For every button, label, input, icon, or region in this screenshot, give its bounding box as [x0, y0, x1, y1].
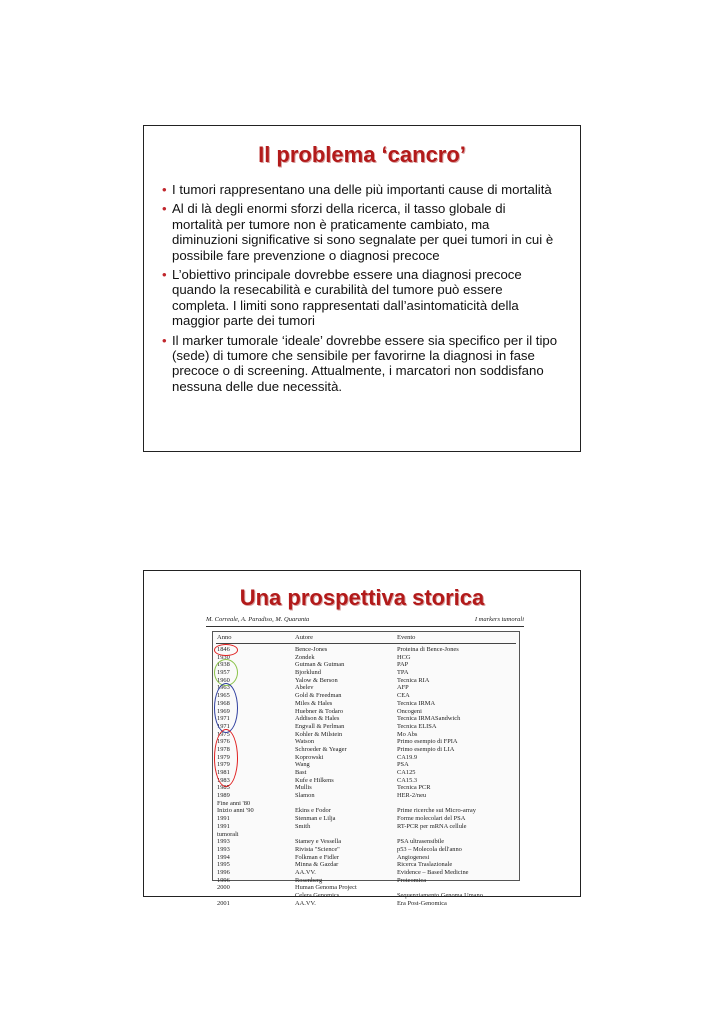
cell-anno: 1996 [217, 876, 230, 884]
table-row [213, 838, 519, 846]
bullet-item: • Il marker tumorale ‘ideale’ dovrebbe essere sia specifico per il tipo (sede) di tumore che sensibile per favorirne la diagnosi in fase precoce o di screening. Attualmente, i marcatori non soddisfano nessuna delle due necessità. [162, 332, 558, 394]
cell-evento: AFP [397, 684, 409, 692]
table-row [213, 669, 519, 677]
table-row [213, 823, 519, 831]
column-header-evento: Evento [397, 634, 416, 641]
table-row [213, 692, 519, 700]
cell-evento: CA15.3 [397, 776, 418, 784]
cell-anno: 1971 [217, 722, 230, 730]
cell-anno: 1985 [217, 784, 230, 792]
table-row [213, 869, 519, 877]
table-row [213, 746, 519, 754]
cell-autore: Watson [295, 738, 315, 746]
cell-autore: Rosenberg [295, 876, 323, 884]
table-row [213, 792, 519, 800]
cell-anno: 1993 [217, 838, 230, 846]
table-row [213, 892, 519, 900]
cell-anno: 1975 [217, 730, 230, 738]
table-row [213, 777, 519, 785]
cell-evento: Sequenziamento Genoma Umano [397, 892, 483, 899]
cell-anno: 1983 [217, 776, 230, 784]
cell-anno: 1930 [217, 653, 230, 661]
cell-anno: 1969 [217, 707, 230, 715]
cell-evento: HER-2/neu [397, 792, 427, 800]
cell-autore: Folkman e Fidler [295, 853, 340, 861]
cell-evento: Tecnica ELISA [397, 722, 437, 730]
cell-anno: 1991 [217, 815, 230, 823]
cell-evento: TPA [397, 669, 409, 677]
cell-evento: Ricerca Traslazionale [397, 861, 453, 869]
table-row [213, 815, 519, 823]
cell-autore: Kufe e Hilkens [295, 776, 334, 784]
header-rule [206, 626, 524, 627]
bullet-item: • L’obiettivo principale dovrebbe essere una diagnosi precoce quando la resecabilità e curabilità del tumore può essere completa. I limiti sono rappresentati dall’asintomaticità della maggior parte dei tumori [162, 267, 522, 329]
cell-evento: Tecnica PCR [397, 784, 431, 792]
cell-anno: 1991 [217, 822, 230, 830]
history-table [212, 631, 520, 907]
cell-evento: Forme molecolari del PSA [397, 815, 466, 823]
cell-evento: Primo esempio di LIA [397, 745, 455, 753]
bullet-dot-icon: • [162, 332, 167, 348]
cell-evento: CEA [397, 692, 410, 700]
table-row [213, 884, 519, 892]
cell-autore: Bjorklund [295, 669, 321, 677]
highlight-ring-red [214, 644, 238, 656]
table-row [213, 754, 519, 762]
cell-evento: Evidence – Based Medicine [397, 868, 469, 876]
column-header-anno: Anno [217, 634, 232, 641]
cell-evento: Oncogeni [397, 707, 422, 715]
cell-anno: tumorali [217, 830, 239, 838]
cell-autore: Abelev [295, 684, 314, 692]
table-row [213, 769, 519, 777]
column-rule [216, 643, 516, 644]
table-row [213, 800, 519, 808]
cell-anno: 1979 [217, 761, 230, 769]
cell-autore: Gold & Freedman [295, 692, 342, 700]
cell-evento: HCG [397, 653, 411, 661]
table-rows [213, 646, 519, 907]
table-row [213, 761, 519, 769]
cell-autore: Kohler & Milstein [295, 730, 343, 738]
table-row [213, 661, 519, 669]
cell-anno: 1846 [217, 646, 230, 653]
highlight-ring-blue [214, 683, 238, 733]
cell-autore: Engvall & Perlman [295, 722, 345, 730]
cell-autore: Minna & Gazdar [295, 861, 339, 869]
bullet-dot-icon: • [162, 267, 167, 283]
cell-autore: Wang [295, 761, 310, 769]
cell-anno: 1978 [217, 745, 230, 753]
cell-anno: 1963 [217, 684, 230, 692]
cell-autore: Human Genoma Project [295, 884, 357, 892]
cell-evento: CA125 [397, 769, 416, 776]
cell-evento: Prime ricerche sui Micro-array [397, 807, 476, 815]
bullet-dot-icon: • [162, 201, 167, 217]
slide-2 [143, 570, 581, 907]
cell-evento: Tecnica IRMA [397, 699, 436, 707]
bullet-list [162, 182, 558, 398]
table-row [213, 784, 519, 792]
cell-autore: Smith [295, 822, 311, 830]
cell-evento: Primo esempio di FPIA [397, 738, 458, 746]
cell-anno: 1968 [217, 699, 230, 707]
table-row [213, 846, 519, 854]
table-row [213, 861, 519, 869]
cell-anno: 1979 [217, 753, 230, 761]
table-row [213, 677, 519, 685]
cell-autore: Yalow & Berson [295, 676, 338, 684]
table-row [213, 715, 519, 723]
cell-autore: Rivista "Science" [295, 845, 340, 853]
table-row [213, 738, 519, 746]
cell-autore: Addison & Hales [295, 715, 340, 723]
cell-autore: Schroeder & Yeager [295, 745, 347, 753]
cell-anno: Fine anni '80 [217, 799, 251, 807]
cell-autore: Zondek [295, 653, 315, 661]
table-row [213, 877, 519, 885]
cell-autore: Huebner & Todaro [295, 707, 344, 715]
slide-1-title: Il problema ‘cancro’ [258, 142, 466, 167]
cell-evento: Angiogenesi [397, 853, 430, 861]
cell-autore: Miles & Hales [295, 699, 333, 707]
cell-autore: Koprowski [295, 753, 324, 761]
cell-autore: Mullis [295, 784, 312, 792]
table-row [213, 684, 519, 692]
cell-autore: Bence-Jones [295, 646, 328, 653]
cell-evento: PAP [397, 661, 409, 669]
cell-evento: RT-PCR per mRNA cellule [397, 822, 467, 830]
table-row [213, 854, 519, 862]
cell-evento: PSA [397, 761, 409, 769]
cell-autore: Gutman & Gutman [295, 661, 345, 669]
table-subject: I markers tumorali [474, 616, 524, 623]
cell-anno: 1996 [217, 868, 230, 876]
table-row [213, 731, 519, 739]
table-row [213, 723, 519, 731]
table-row [213, 646, 519, 654]
cell-anno: 1994 [217, 853, 230, 861]
table-row [213, 900, 519, 908]
cell-evento: Tecnica RIA [397, 676, 430, 684]
bullet-item: • I tumori rappresentano una delle più importanti cause di mortalità [162, 182, 552, 197]
cell-evento: p53 – Molecola dell'anno [397, 845, 462, 853]
slide-2-title: Una prospettiva storica [239, 585, 485, 610]
cell-evento: PSA ultrasensibile [397, 838, 445, 846]
bullet-dot-icon: • [162, 182, 167, 197]
cell-evento: CA19.9 [397, 753, 418, 761]
table-row [213, 700, 519, 708]
highlight-ring-red [214, 729, 238, 787]
cell-autore: Slamon [295, 792, 315, 800]
cell-evento: Era Post-Genomica [397, 899, 447, 907]
cell-autore: Stenman e Lilja [295, 815, 336, 823]
cell-autore: Bast [295, 769, 307, 776]
cell-anno: 1957 [217, 669, 230, 677]
cell-anno: 1989 [217, 792, 230, 800]
cell-autore: Stamey e Vessella [295, 838, 342, 846]
cell-anno: Inizio anni '90 [217, 807, 254, 815]
history-table-image [206, 615, 524, 907]
cell-anno: 1993 [217, 845, 230, 853]
cell-autore: AA.VV. [295, 868, 316, 876]
bullet-item: • Al di là degli enormi sforzi della ricerca, il tasso globale di mortalità per tumore non è praticamente cambiato, ma diminuzioni significative si sono segnalate per quei tumori in cui è possibile fare prevenzione o diagnosi precoce [162, 201, 554, 263]
cell-autore: AA.VV. [295, 899, 316, 907]
table-row [213, 807, 519, 815]
table-authors: M. Correale, A. Paradiso, M. Quaranta [206, 616, 310, 623]
cell-anno: 1938 [217, 661, 230, 669]
cell-evento: Tecnica IRMASandwich [397, 715, 461, 723]
cell-anno: 1971 [217, 715, 230, 723]
table-row [213, 708, 519, 716]
slide-1 [143, 125, 581, 452]
cell-anno: 1981 [217, 769, 230, 776]
cell-evento: Proteina di Bence-Jones [397, 646, 459, 653]
table-row [213, 831, 519, 839]
cell-anno: 1995 [217, 861, 230, 869]
cell-anno: 2001 [217, 899, 230, 907]
cell-anno: 2000 [217, 884, 230, 892]
cell-anno: 1965 [217, 692, 230, 700]
column-header-autore: Autore [295, 634, 314, 641]
cell-evento: Proteomica [397, 876, 427, 884]
cell-autore: Celera Genomics [295, 892, 340, 899]
table-row [213, 654, 519, 662]
cell-autore: Ekins e Fodor [295, 807, 331, 815]
cell-anno: 1976 [217, 738, 230, 746]
cell-evento: Mo Abs [397, 730, 418, 738]
cell-anno: 1960 [217, 676, 230, 684]
